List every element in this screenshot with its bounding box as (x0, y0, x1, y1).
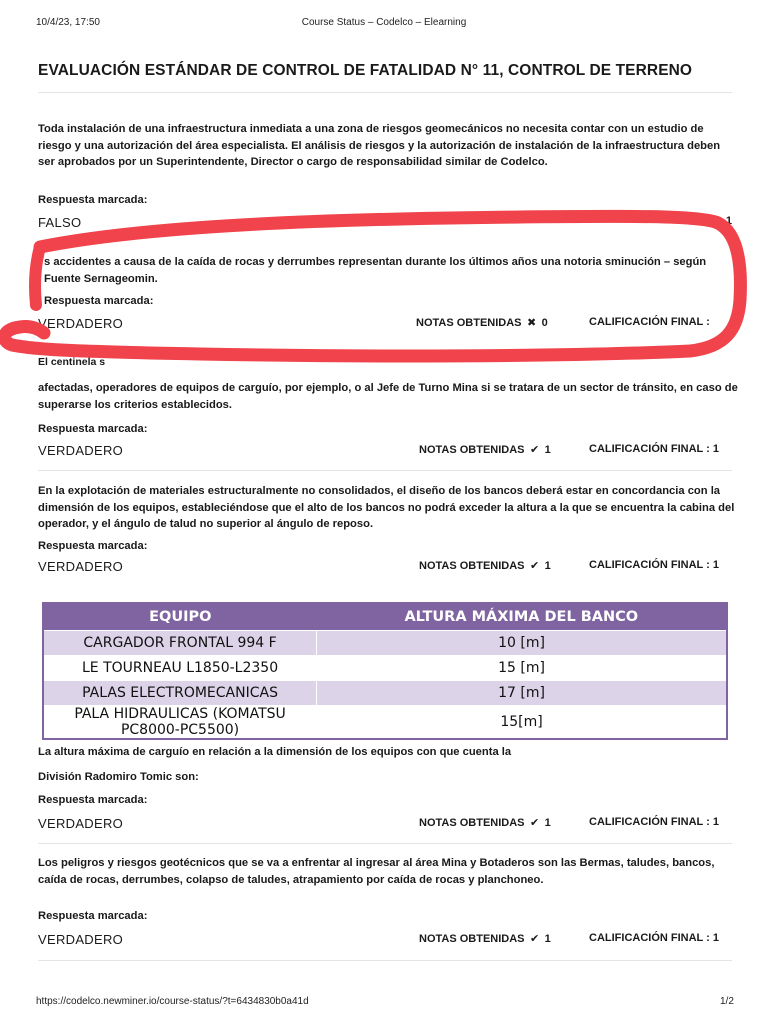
question-5-notes: NOTAS OBTENIDAS ✔ 1 (419, 817, 551, 829)
question-4-answer-label: Respuesta marcada: (38, 540, 148, 552)
print-page-title: Course Status – Codelco – Elearning (301, 17, 467, 28)
question-6-answer-label: Respuesta marcada: (38, 910, 148, 922)
table-row: CARGADOR FRONTAL 994 F 10 [m] (43, 631, 727, 656)
table-row: PALAS ELECTROMECANICAS 17 [m] (43, 681, 727, 706)
divider (38, 843, 732, 844)
question-5-answer: VERDADERO (38, 816, 124, 831)
question-4-notes: NOTAS OBTENIDAS ✔ 1 (419, 560, 551, 572)
notes-value: 0 (541, 317, 548, 329)
notes-label: NOTAS OBTENIDAS (416, 317, 522, 329)
question-1-text: Toda instalación de una infraestructura inmediata a una zona de riesgos geomecánicos no necesita contar con un estudio de riesgo y una autorización del área especialista. El análisis de riesgos y la autorización de instalación de la infraestructura deben ser aprobados por un Superintendente, Director o cargo de responsabilidad similar de Codelco. (38, 123, 721, 168)
question-3-answer-label: Respuesta marcada: (38, 423, 148, 435)
question-1-answer: FALSO (38, 215, 82, 230)
question-3-answer: VERDADERO (38, 443, 124, 458)
divider (38, 470, 732, 471)
question-6-answer: VERDADERO (38, 932, 124, 947)
table-header-equipo: EQUIPO (43, 603, 317, 631)
question-2-answer-label: Respuesta marcada: (44, 295, 154, 307)
question-1-answer-label: Respuesta marcada: (38, 194, 148, 206)
question-4-answer: VERDADERO (38, 559, 124, 574)
cross-icon: ✖ (526, 317, 537, 329)
question-6-notes: NOTAS OBTENIDAS ✔ 1 (419, 933, 551, 945)
question-3-text: afectadas, operadores de equipos de carguío, por ejemplo, o al Jefe de Turno Mina si se tratara de un sector de tránsito, en caso de superarse los criterios establecidos. (38, 382, 738, 411)
title-divider (38, 92, 732, 93)
print-url: https://codelco.newminer.io/course-status/?t=6434830b0a41d (36, 996, 309, 1007)
check-icon: ✔ (529, 444, 540, 456)
equipment-height-table (42, 602, 728, 740)
red-annotation-scribble (0, 205, 768, 370)
question-4-final: CALIFICACIÓN FINAL : 1 (589, 559, 719, 571)
check-icon: ✔ (529, 933, 540, 945)
question-5-text-b: División Radomiro Tomic son: (38, 771, 199, 783)
question-5-text-a: La altura máxima de carguío en relación a la dimensión de los equipos con que cuenta la (38, 746, 512, 758)
check-icon: ✔ (529, 560, 540, 572)
question-1-final-score: 1 (725, 215, 732, 227)
table-row: LE TOURNEAU L1850-L2350 15 [m] (43, 656, 727, 681)
question-3-text-top: El centinela s (38, 356, 106, 368)
final-label: CALIFICACIÓN FINAL : (589, 316, 710, 328)
question-4-text: En la explotación de materiales estructuralmente no consolidados, el diseño de los bancos deberá estar en concordancia con la dimensión de los equipos, estableciéndose que el alto de los bancos no podrá exceder la altura a la que se encuentra la cabina del operador, y el ángulo de talud no superior al ángulo de reposo. (38, 485, 735, 530)
question-5-answer-label: Respuesta marcada: (38, 794, 148, 806)
page-title: EVALUACIÓN ESTÁNDAR DE CONTROL DE FATALIDAD N° 11, CONTROL DE TERRENO (38, 62, 693, 79)
question-6-text: Los peligros y riesgos geotécnicos que se va a enfrentar al ingresar al área Mina y Botaderos son las Bermas, taludes, bancos, caída de rocas, derrumbes, colapso de taludes, atrapamiento por caída de rocas y planchoneo. (38, 857, 715, 886)
print-datetime: 10/4/23, 17:50 (36, 17, 100, 28)
question-5-final: CALIFICACIÓN FINAL : 1 (589, 816, 719, 828)
table-header-altura: ALTURA MÁXIMA DEL BANCO (317, 603, 727, 631)
question-6-final: CALIFICACIÓN FINAL : 1 (589, 932, 719, 944)
check-icon: ✔ (529, 817, 540, 829)
question-3-notes: NOTAS OBTENIDAS ✔ 1 (419, 444, 551, 456)
table-row: PALA HIDRAULICAS (KOMATSU PC8000-PC5500) 15[m] (43, 706, 727, 740)
question-3-final: CALIFICACIÓN FINAL : 1 (589, 443, 719, 455)
question-2-answer: VERDADERO (38, 316, 124, 331)
divider (38, 960, 732, 961)
print-page-number: 1/2 (720, 996, 734, 1007)
question-2-text: s accidentes a causa de la caída de rocas y derrumbes representan durante los últimos años una notoria sminución – según Fuente Sernageomin. (44, 256, 707, 285)
